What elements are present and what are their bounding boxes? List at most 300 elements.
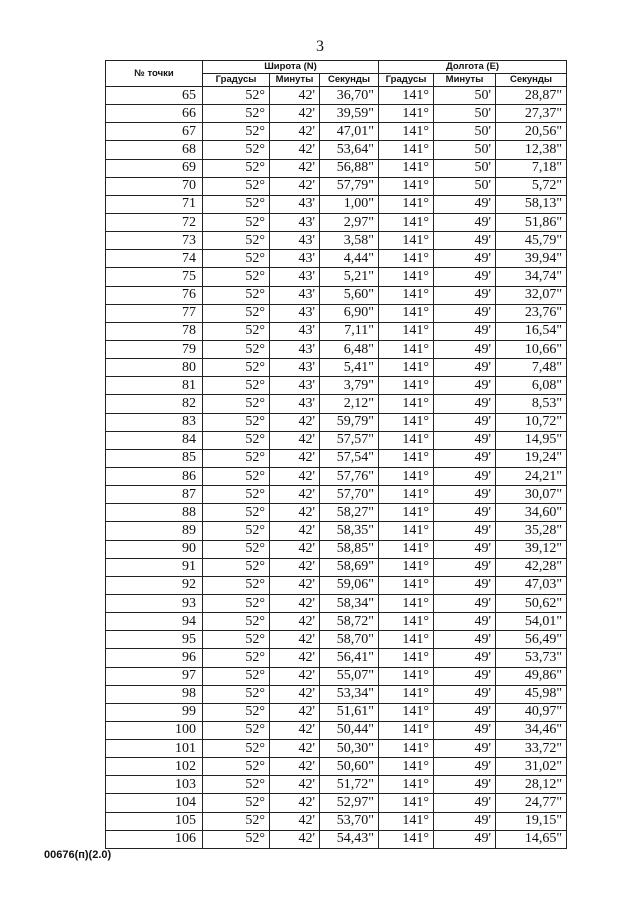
header-lon-degrees: Градусы [379, 74, 434, 87]
cell-lon-seconds: 28,12" [496, 776, 567, 794]
cell-lon-seconds: 34,46" [496, 721, 567, 739]
cell-point-number: 77 [106, 304, 203, 322]
cell-lat-degrees: 52° [203, 105, 270, 123]
cell-lat-seconds: 58,72" [320, 613, 379, 631]
cell-lat-degrees: 52° [203, 703, 270, 721]
cell-lon-minutes: 49' [434, 631, 496, 649]
cell-lon-minutes: 49' [434, 213, 496, 231]
cell-lat-minutes: 42' [270, 449, 320, 467]
cell-lon-minutes: 49' [434, 558, 496, 576]
cell-lon-degrees: 141° [379, 413, 434, 431]
cell-lat-seconds: 59,79" [320, 413, 379, 431]
cell-lat-degrees: 52° [203, 123, 270, 141]
cell-lon-minutes: 49' [434, 395, 496, 413]
cell-point-number: 98 [106, 685, 203, 703]
cell-lon-seconds: 5,72" [496, 177, 567, 195]
cell-lat-degrees: 52° [203, 740, 270, 758]
cell-lat-minutes: 43' [270, 286, 320, 304]
table-row [106, 87, 567, 105]
table-row [106, 286, 567, 304]
cell-point-number: 71 [106, 195, 203, 213]
cell-lon-degrees: 141° [379, 268, 434, 286]
table-row [106, 177, 567, 195]
cell-lat-seconds: 5,41" [320, 359, 379, 377]
cell-lon-degrees: 141° [379, 558, 434, 576]
table-row [106, 159, 567, 177]
cell-lat-degrees: 52° [203, 359, 270, 377]
table-row [106, 268, 567, 286]
cell-lat-seconds: 39,59" [320, 105, 379, 123]
cell-lat-degrees: 52° [203, 613, 270, 631]
cell-lon-degrees: 141° [379, 232, 434, 250]
cell-point-number: 73 [106, 232, 203, 250]
cell-lat-seconds: 53,64" [320, 141, 379, 159]
cell-point-number: 70 [106, 177, 203, 195]
cell-lon-seconds: 35,28" [496, 522, 567, 540]
cell-lon-seconds: 40,97" [496, 703, 567, 721]
cell-lon-seconds: 24,21" [496, 467, 567, 485]
cell-lon-seconds: 19,15" [496, 812, 567, 830]
cell-lat-degrees: 52° [203, 794, 270, 812]
cell-lon-seconds: 50,62" [496, 594, 567, 612]
cell-lon-seconds: 20,56" [496, 123, 567, 141]
cell-point-number: 85 [106, 449, 203, 467]
cell-lon-degrees: 141° [379, 721, 434, 739]
cell-lat-minutes: 43' [270, 195, 320, 213]
cell-point-number: 90 [106, 540, 203, 558]
cell-lon-seconds: 7,18" [496, 159, 567, 177]
cell-lat-minutes: 43' [270, 322, 320, 340]
header-lon-seconds: Секунды [496, 74, 567, 87]
table-row [106, 449, 567, 467]
cell-lon-degrees: 141° [379, 213, 434, 231]
cell-lon-minutes: 50' [434, 105, 496, 123]
cell-lon-minutes: 49' [434, 685, 496, 703]
cell-lon-degrees: 141° [379, 322, 434, 340]
cell-lat-seconds: 59,06" [320, 576, 379, 594]
cell-lat-seconds: 3,58" [320, 232, 379, 250]
cell-point-number: 92 [106, 576, 203, 594]
cell-lat-degrees: 52° [203, 467, 270, 485]
cell-lon-minutes: 49' [434, 486, 496, 504]
cell-lon-seconds: 42,28" [496, 558, 567, 576]
cell-lon-degrees: 141° [379, 830, 434, 848]
cell-lat-minutes: 42' [270, 558, 320, 576]
cell-lon-degrees: 141° [379, 286, 434, 304]
cell-lat-seconds: 50,44" [320, 721, 379, 739]
cell-lat-minutes: 42' [270, 758, 320, 776]
cell-point-number: 103 [106, 776, 203, 794]
cell-lat-minutes: 42' [270, 576, 320, 594]
cell-lat-degrees: 52° [203, 486, 270, 504]
table-row [106, 758, 567, 776]
cell-lat-degrees: 52° [203, 449, 270, 467]
table-row [106, 250, 567, 268]
table-row [106, 812, 567, 830]
cell-lat-minutes: 42' [270, 631, 320, 649]
cell-point-number: 81 [106, 377, 203, 395]
cell-lat-degrees: 52° [203, 504, 270, 522]
cell-lat-seconds: 56,88" [320, 159, 379, 177]
cell-lon-seconds: 8,53" [496, 395, 567, 413]
cell-lon-minutes: 49' [434, 594, 496, 612]
cell-lon-minutes: 49' [434, 449, 496, 467]
cell-point-number: 99 [106, 703, 203, 721]
table-row [106, 486, 567, 504]
cell-lon-minutes: 49' [434, 359, 496, 377]
cell-lat-minutes: 42' [270, 141, 320, 159]
cell-lat-seconds: 3,79" [320, 377, 379, 395]
cell-lat-seconds: 5,21" [320, 268, 379, 286]
cell-lat-seconds: 57,76" [320, 467, 379, 485]
cell-lat-degrees: 52° [203, 649, 270, 667]
cell-lon-degrees: 141° [379, 667, 434, 685]
cell-lon-minutes: 49' [434, 431, 496, 449]
table-row [106, 740, 567, 758]
cell-lat-degrees: 52° [203, 87, 270, 105]
header-lat-degrees: Градусы [203, 74, 270, 87]
cell-lat-degrees: 52° [203, 195, 270, 213]
cell-lat-degrees: 52° [203, 413, 270, 431]
cell-lat-minutes: 42' [270, 105, 320, 123]
cell-lon-minutes: 49' [434, 540, 496, 558]
cell-lat-degrees: 52° [203, 304, 270, 322]
cell-lon-degrees: 141° [379, 794, 434, 812]
cell-point-number: 69 [106, 159, 203, 177]
table-row [106, 540, 567, 558]
cell-lon-degrees: 141° [379, 177, 434, 195]
table-row [106, 123, 567, 141]
cell-lon-degrees: 141° [379, 594, 434, 612]
cell-lon-degrees: 141° [379, 576, 434, 594]
cell-lon-seconds: 54,01" [496, 613, 567, 631]
cell-lat-minutes: 42' [270, 431, 320, 449]
cell-lat-degrees: 52° [203, 286, 270, 304]
coordinates-table [105, 60, 567, 849]
cell-lat-minutes: 42' [270, 467, 320, 485]
cell-point-number: 106 [106, 830, 203, 848]
cell-lat-minutes: 42' [270, 685, 320, 703]
cell-lon-degrees: 141° [379, 377, 434, 395]
cell-lon-degrees: 141° [379, 540, 434, 558]
cell-lon-minutes: 49' [434, 576, 496, 594]
cell-lat-degrees: 52° [203, 812, 270, 830]
cell-lat-degrees: 52° [203, 594, 270, 612]
cell-lat-minutes: 43' [270, 213, 320, 231]
cell-point-number: 105 [106, 812, 203, 830]
table-row [106, 413, 567, 431]
cell-lat-seconds: 58,35" [320, 522, 379, 540]
table-row [106, 594, 567, 612]
cell-point-number: 104 [106, 794, 203, 812]
cell-lat-seconds: 4,44" [320, 250, 379, 268]
cell-lon-degrees: 141° [379, 613, 434, 631]
cell-lat-seconds: 58,69" [320, 558, 379, 576]
cell-lat-degrees: 52° [203, 250, 270, 268]
cell-point-number: 97 [106, 667, 203, 685]
cell-lon-degrees: 141° [379, 486, 434, 504]
cell-lon-minutes: 49' [434, 504, 496, 522]
cell-lon-minutes: 49' [434, 250, 496, 268]
table-row [106, 776, 567, 794]
header-lat-minutes: Минуты [270, 74, 320, 87]
cell-lon-degrees: 141° [379, 649, 434, 667]
cell-lon-minutes: 50' [434, 87, 496, 105]
cell-lat-seconds: 58,34" [320, 594, 379, 612]
cell-point-number: 102 [106, 758, 203, 776]
cell-lat-degrees: 52° [203, 576, 270, 594]
cell-lat-seconds: 51,72" [320, 776, 379, 794]
cell-lon-seconds: 30,07" [496, 486, 567, 504]
cell-lon-seconds: 23,76" [496, 304, 567, 322]
cell-point-number: 86 [106, 467, 203, 485]
table-row [106, 395, 567, 413]
cell-lon-seconds: 28,87" [496, 87, 567, 105]
cell-lat-seconds: 52,97" [320, 794, 379, 812]
cell-lon-degrees: 141° [379, 159, 434, 177]
cell-lon-minutes: 49' [434, 413, 496, 431]
cell-lon-minutes: 49' [434, 195, 496, 213]
cell-lat-degrees: 52° [203, 758, 270, 776]
cell-lon-minutes: 49' [434, 812, 496, 830]
cell-lon-seconds: 6,08" [496, 377, 567, 395]
cell-lat-seconds: 53,70" [320, 812, 379, 830]
cell-lon-degrees: 141° [379, 340, 434, 358]
cell-lat-degrees: 52° [203, 431, 270, 449]
table-row [106, 504, 567, 522]
cell-lon-degrees: 141° [379, 504, 434, 522]
cell-lat-degrees: 52° [203, 685, 270, 703]
cell-lat-minutes: 42' [270, 812, 320, 830]
header-lon-minutes: Минуты [434, 74, 496, 87]
cell-lon-degrees: 141° [379, 359, 434, 377]
cell-lon-degrees: 141° [379, 431, 434, 449]
cell-lat-seconds: 47,01" [320, 123, 379, 141]
cell-lat-degrees: 52° [203, 268, 270, 286]
cell-lon-degrees: 141° [379, 141, 434, 159]
cell-lat-seconds: 6,48" [320, 340, 379, 358]
table-row [106, 558, 567, 576]
cell-lon-degrees: 141° [379, 123, 434, 141]
table-row [106, 830, 567, 848]
cell-lon-seconds: 34,74" [496, 268, 567, 286]
document-code: 00676(п)(2.0) [44, 849, 112, 861]
cell-lat-seconds: 58,70" [320, 631, 379, 649]
table-row [106, 522, 567, 540]
cell-lat-seconds: 50,60" [320, 758, 379, 776]
cell-lon-minutes: 50' [434, 159, 496, 177]
cell-lon-seconds: 7,48" [496, 359, 567, 377]
cell-lon-seconds: 33,72" [496, 740, 567, 758]
cell-lat-minutes: 43' [270, 395, 320, 413]
cell-lon-minutes: 49' [434, 649, 496, 667]
cell-lat-minutes: 43' [270, 232, 320, 250]
cell-lon-degrees: 141° [379, 685, 434, 703]
cell-lat-degrees: 52° [203, 540, 270, 558]
cell-lat-degrees: 52° [203, 395, 270, 413]
table-row [106, 721, 567, 739]
cell-lon-seconds: 45,98" [496, 685, 567, 703]
cell-lat-minutes: 42' [270, 776, 320, 794]
cell-lat-minutes: 42' [270, 703, 320, 721]
cell-lon-minutes: 50' [434, 123, 496, 141]
cell-point-number: 84 [106, 431, 203, 449]
cell-lon-seconds: 19,24" [496, 449, 567, 467]
cell-lon-minutes: 49' [434, 340, 496, 358]
cell-lon-seconds: 32,07" [496, 286, 567, 304]
cell-lat-minutes: 43' [270, 340, 320, 358]
cell-lat-degrees: 52° [203, 322, 270, 340]
cell-lon-minutes: 49' [434, 776, 496, 794]
cell-lat-minutes: 42' [270, 486, 320, 504]
cell-lon-seconds: 10,72" [496, 413, 567, 431]
cell-point-number: 79 [106, 340, 203, 358]
cell-lon-seconds: 34,60" [496, 504, 567, 522]
cell-lon-seconds: 56,49" [496, 631, 567, 649]
cell-lat-seconds: 50,30" [320, 740, 379, 758]
cell-point-number: 66 [106, 105, 203, 123]
cell-point-number: 93 [106, 594, 203, 612]
cell-lat-minutes: 42' [270, 540, 320, 558]
header-lat-seconds: Секунды [320, 74, 379, 87]
cell-lat-seconds: 57,70" [320, 486, 379, 504]
cell-lat-seconds: 54,43" [320, 830, 379, 848]
cell-point-number: 83 [106, 413, 203, 431]
cell-point-number: 76 [106, 286, 203, 304]
cell-lon-seconds: 47,03" [496, 576, 567, 594]
cell-lat-seconds: 57,57" [320, 431, 379, 449]
cell-lat-minutes: 42' [270, 594, 320, 612]
cell-lon-degrees: 141° [379, 467, 434, 485]
cell-lon-minutes: 49' [434, 740, 496, 758]
cell-lon-seconds: 51,86" [496, 213, 567, 231]
cell-lat-degrees: 52° [203, 667, 270, 685]
header-longitude: Долгота (E) [379, 61, 567, 74]
cell-lon-minutes: 49' [434, 830, 496, 848]
cell-lon-minutes: 49' [434, 721, 496, 739]
cell-lon-minutes: 49' [434, 268, 496, 286]
cell-lon-minutes: 49' [434, 467, 496, 485]
cell-point-number: 95 [106, 631, 203, 649]
cell-lon-degrees: 141° [379, 87, 434, 105]
cell-lon-seconds: 14,65" [496, 830, 567, 848]
cell-lat-minutes: 42' [270, 667, 320, 685]
cell-lat-degrees: 52° [203, 177, 270, 195]
cell-lon-minutes: 50' [434, 177, 496, 195]
cell-lon-degrees: 141° [379, 304, 434, 322]
cell-lat-degrees: 52° [203, 776, 270, 794]
cell-lon-minutes: 49' [434, 794, 496, 812]
page-number: 3 [316, 38, 324, 55]
cell-lat-seconds: 57,54" [320, 449, 379, 467]
cell-lat-degrees: 52° [203, 631, 270, 649]
header-row-groups [106, 61, 567, 74]
cell-lat-degrees: 52° [203, 522, 270, 540]
cell-lat-degrees: 52° [203, 141, 270, 159]
cell-lon-degrees: 141° [379, 250, 434, 268]
cell-lat-degrees: 52° [203, 377, 270, 395]
cell-lat-minutes: 43' [270, 377, 320, 395]
cell-lat-minutes: 42' [270, 159, 320, 177]
cell-lat-seconds: 5,60" [320, 286, 379, 304]
table-row [106, 794, 567, 812]
cell-point-number: 67 [106, 123, 203, 141]
cell-point-number: 80 [106, 359, 203, 377]
cell-lon-minutes: 49' [434, 703, 496, 721]
cell-point-number: 74 [106, 250, 203, 268]
cell-lon-seconds: 49,86" [496, 667, 567, 685]
cell-lon-seconds: 24,77" [496, 794, 567, 812]
table-row [106, 667, 567, 685]
table-row [106, 431, 567, 449]
cell-point-number: 101 [106, 740, 203, 758]
cell-lat-minutes: 42' [270, 504, 320, 522]
cell-point-number: 82 [106, 395, 203, 413]
cell-lat-degrees: 52° [203, 232, 270, 250]
cell-point-number: 68 [106, 141, 203, 159]
cell-lon-degrees: 141° [379, 522, 434, 540]
cell-lon-degrees: 141° [379, 449, 434, 467]
cell-point-number: 78 [106, 322, 203, 340]
table-row [106, 613, 567, 631]
header-latitude: Широта (N) [203, 61, 379, 74]
cell-lon-seconds: 12,38" [496, 141, 567, 159]
cell-lat-minutes: 42' [270, 177, 320, 195]
cell-lon-minutes: 49' [434, 758, 496, 776]
cell-lat-seconds: 55,07" [320, 667, 379, 685]
cell-lat-degrees: 52° [203, 213, 270, 231]
cell-lat-degrees: 52° [203, 721, 270, 739]
cell-lat-minutes: 43' [270, 268, 320, 286]
table-row [106, 213, 567, 231]
cell-lon-seconds: 14,95" [496, 431, 567, 449]
cell-point-number: 100 [106, 721, 203, 739]
cell-lon-degrees: 141° [379, 631, 434, 649]
cell-lon-minutes: 50' [434, 141, 496, 159]
cell-lon-seconds: 53,73" [496, 649, 567, 667]
table-row [106, 195, 567, 213]
cell-point-number: 72 [106, 213, 203, 231]
table-row [106, 467, 567, 485]
cell-lon-degrees: 141° [379, 195, 434, 213]
header-point-number: № точки [106, 61, 203, 87]
cell-lat-minutes: 43' [270, 304, 320, 322]
cell-point-number: 91 [106, 558, 203, 576]
cell-lon-seconds: 10,66" [496, 340, 567, 358]
table-body [106, 87, 567, 849]
cell-lat-minutes: 43' [270, 359, 320, 377]
cell-lon-degrees: 141° [379, 395, 434, 413]
cell-lat-minutes: 42' [270, 413, 320, 431]
cell-lat-seconds: 58,85" [320, 540, 379, 558]
cell-point-number: 96 [106, 649, 203, 667]
table-row [106, 377, 567, 395]
cell-lat-seconds: 7,11" [320, 322, 379, 340]
cell-lon-minutes: 49' [434, 377, 496, 395]
cell-point-number: 94 [106, 613, 203, 631]
table-row [106, 141, 567, 159]
cell-lat-degrees: 52° [203, 830, 270, 848]
table-row [106, 232, 567, 250]
table-row [106, 576, 567, 594]
cell-lat-seconds: 53,34" [320, 685, 379, 703]
cell-lon-minutes: 49' [434, 322, 496, 340]
table-row [106, 359, 567, 377]
cell-lon-degrees: 141° [379, 703, 434, 721]
cell-lat-seconds: 2,12" [320, 395, 379, 413]
cell-lat-minutes: 42' [270, 123, 320, 141]
cell-lat-degrees: 52° [203, 340, 270, 358]
